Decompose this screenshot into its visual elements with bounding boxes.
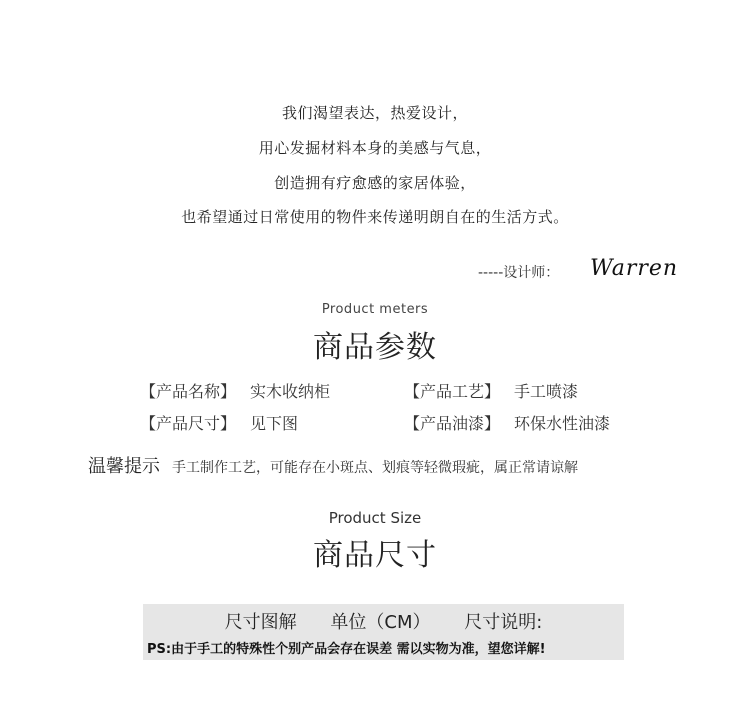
param-value: 见下图 (250, 414, 299, 433)
param-value: 实木收纳柜 (250, 382, 331, 401)
size-info-header (143, 608, 624, 634)
param-item-size (140, 411, 298, 434)
params-title: 商品参数 (313, 330, 437, 365)
size-info-box (143, 604, 624, 660)
tip-row (88, 452, 578, 478)
size-subtitle: Product Size (328, 509, 422, 527)
param-label: 【产品名称】 (140, 382, 237, 401)
size-diagram-label: 尺寸图解 (224, 612, 297, 633)
size-note: PS:由于手工的特殊性个别产品会存在误差 需以实物为准，望您详解! (147, 642, 546, 657)
params-subtitle: Product meters (321, 302, 429, 317)
tip-label: 温馨提示 (88, 456, 160, 477)
param-item-craft (404, 379, 578, 402)
slogan-line-2: 用心发掘材料本身的美感与气息， (258, 139, 492, 157)
param-label: 【产品工艺】 (404, 382, 501, 401)
slogan-line-3: 创造拥有疗愈感的家居体验， (274, 174, 476, 192)
designer-signature (478, 258, 708, 290)
size-unit-label: 单位（CM） (330, 612, 431, 633)
param-item-paint (404, 411, 610, 434)
param-value: 环保水性油漆 (514, 414, 611, 433)
signature-prefix: -----设计师： (478, 265, 560, 281)
param-label: 【产品油漆】 (404, 414, 501, 433)
size-title: 商品尺寸 (313, 538, 437, 573)
param-value: 手工喷漆 (514, 382, 579, 401)
slogan-line-4: 也希望通过日常使用的物件来传递明朗自在的生活方式。 (181, 208, 569, 226)
size-description-label: 尺寸说明: (464, 612, 543, 633)
tip-text: 手工制作工艺，可能存在小斑点、划痕等轻微瑕疵，属正常请谅解 (172, 460, 578, 476)
param-item-name (140, 379, 330, 402)
param-label: 【产品尺寸】 (140, 414, 237, 433)
signature-name: Warren (590, 256, 679, 281)
slogan-line-1: 我们渴望表达，热爱设计， (281, 104, 468, 122)
